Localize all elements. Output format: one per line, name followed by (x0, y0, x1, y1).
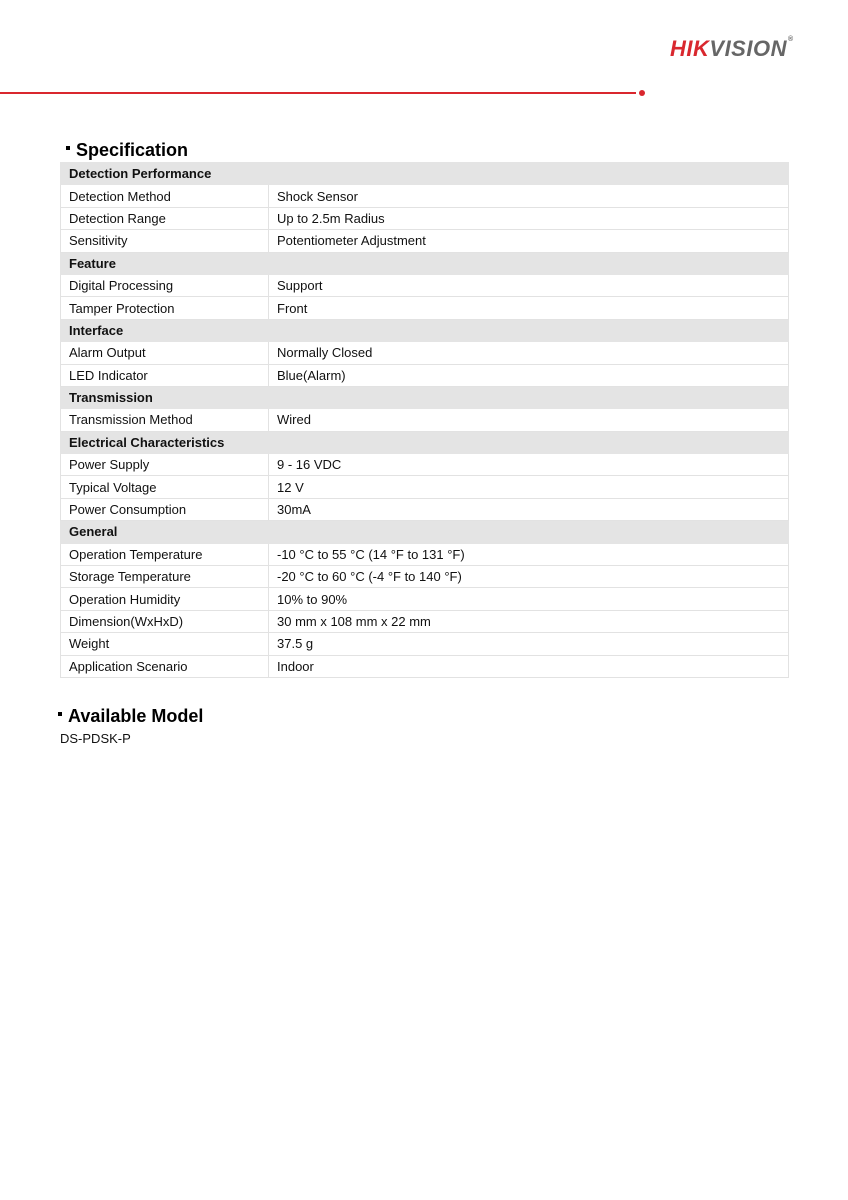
spec-group-name: General (61, 521, 269, 543)
spec-value: 12 V (269, 476, 789, 498)
spec-label: Detection Range (61, 207, 269, 229)
specification-table (60, 162, 789, 678)
spec-value: -20 °C to 60 °C (-4 °F to 140 °F) (269, 566, 789, 588)
available-model-heading (58, 706, 203, 727)
spec-value: 9 - 16 VDC (269, 454, 789, 476)
spec-label: Storage Temperature (61, 566, 269, 588)
square-bullet-icon (66, 146, 70, 150)
spec-row (61, 364, 789, 386)
model-name: DS-PDSK-P (60, 731, 131, 746)
spec-value: 37.5 g (269, 633, 789, 655)
spec-value: Front (269, 297, 789, 319)
spec-label: Operation Temperature (61, 543, 269, 565)
spec-group-name: Electrical Characteristics (61, 431, 269, 453)
specification-heading (66, 140, 188, 161)
spec-value: 30 mm x 108 mm x 22 mm (269, 610, 789, 632)
spec-row (61, 454, 789, 476)
spec-group-row (61, 319, 789, 341)
logo-registered-mark: ® (787, 36, 794, 43)
logo-vision: VISION (709, 36, 787, 61)
spec-row (61, 566, 789, 588)
square-bullet-icon (58, 712, 62, 716)
header-divider-dot (639, 90, 645, 96)
hikvision-logo (670, 36, 794, 62)
spec-value: Shock Sensor (269, 185, 789, 207)
spec-label: Typical Voltage (61, 476, 269, 498)
spec-group-row (61, 521, 789, 543)
spec-row (61, 185, 789, 207)
spec-value: -10 °C to 55 °C (14 °F to 131 °F) (269, 543, 789, 565)
spec-value: Blue(Alarm) (269, 364, 789, 386)
spec-label: Dimension(WxHxD) (61, 610, 269, 632)
spec-label: Transmission Method (61, 409, 269, 431)
spec-group-empty-cell (269, 163, 789, 185)
spec-label: Weight (61, 633, 269, 655)
spec-group-empty-cell (269, 521, 789, 543)
spec-value: 30mA (269, 498, 789, 520)
spec-row (61, 342, 789, 364)
spec-label: LED Indicator (61, 364, 269, 386)
spec-group-empty-cell (269, 252, 789, 274)
spec-value: Support (269, 274, 789, 296)
spec-value: Indoor (269, 655, 789, 677)
spec-value: Normally Closed (269, 342, 789, 364)
spec-label: Power Supply (61, 454, 269, 476)
spec-row (61, 274, 789, 296)
spec-group-row (61, 386, 789, 408)
spec-row (61, 588, 789, 610)
spec-group-name: Feature (61, 252, 269, 274)
available-model-title: Available Model (68, 706, 204, 726)
spec-label: Detection Method (61, 185, 269, 207)
spec-row (61, 610, 789, 632)
spec-group-empty-cell (269, 431, 789, 453)
spec-value: Wired (269, 409, 789, 431)
spec-label: Tamper Protection (61, 297, 269, 319)
spec-row (61, 633, 789, 655)
header-divider-line (0, 92, 636, 94)
spec-row (61, 543, 789, 565)
spec-label: Power Consumption (61, 498, 269, 520)
spec-row (61, 498, 789, 520)
spec-group-row (61, 163, 789, 185)
spec-label: Sensitivity (61, 230, 269, 252)
specification-title: Specification (76, 140, 189, 160)
spec-group-empty-cell (269, 319, 789, 341)
spec-row (61, 655, 789, 677)
logo-hik: HIK (670, 36, 710, 61)
spec-label: Operation Humidity (61, 588, 269, 610)
spec-group-name: Interface (61, 319, 269, 341)
spec-row (61, 297, 789, 319)
spec-group-name: Transmission (61, 386, 269, 408)
spec-value: 10% to 90% (269, 588, 789, 610)
spec-group-name: Detection Performance (61, 163, 269, 185)
spec-group-empty-cell (269, 386, 789, 408)
spec-value: Up to 2.5m Radius (269, 207, 789, 229)
spec-row (61, 409, 789, 431)
spec-label: Digital Processing (61, 274, 269, 296)
spec-row (61, 207, 789, 229)
spec-label: Alarm Output (61, 342, 269, 364)
spec-group-row (61, 431, 789, 453)
spec-group-row (61, 252, 789, 274)
spec-row (61, 476, 789, 498)
spec-row (61, 230, 789, 252)
specification-table-body (61, 163, 789, 678)
spec-value: Potentiometer Adjustment (269, 230, 789, 252)
spec-label: Application Scenario (61, 655, 269, 677)
